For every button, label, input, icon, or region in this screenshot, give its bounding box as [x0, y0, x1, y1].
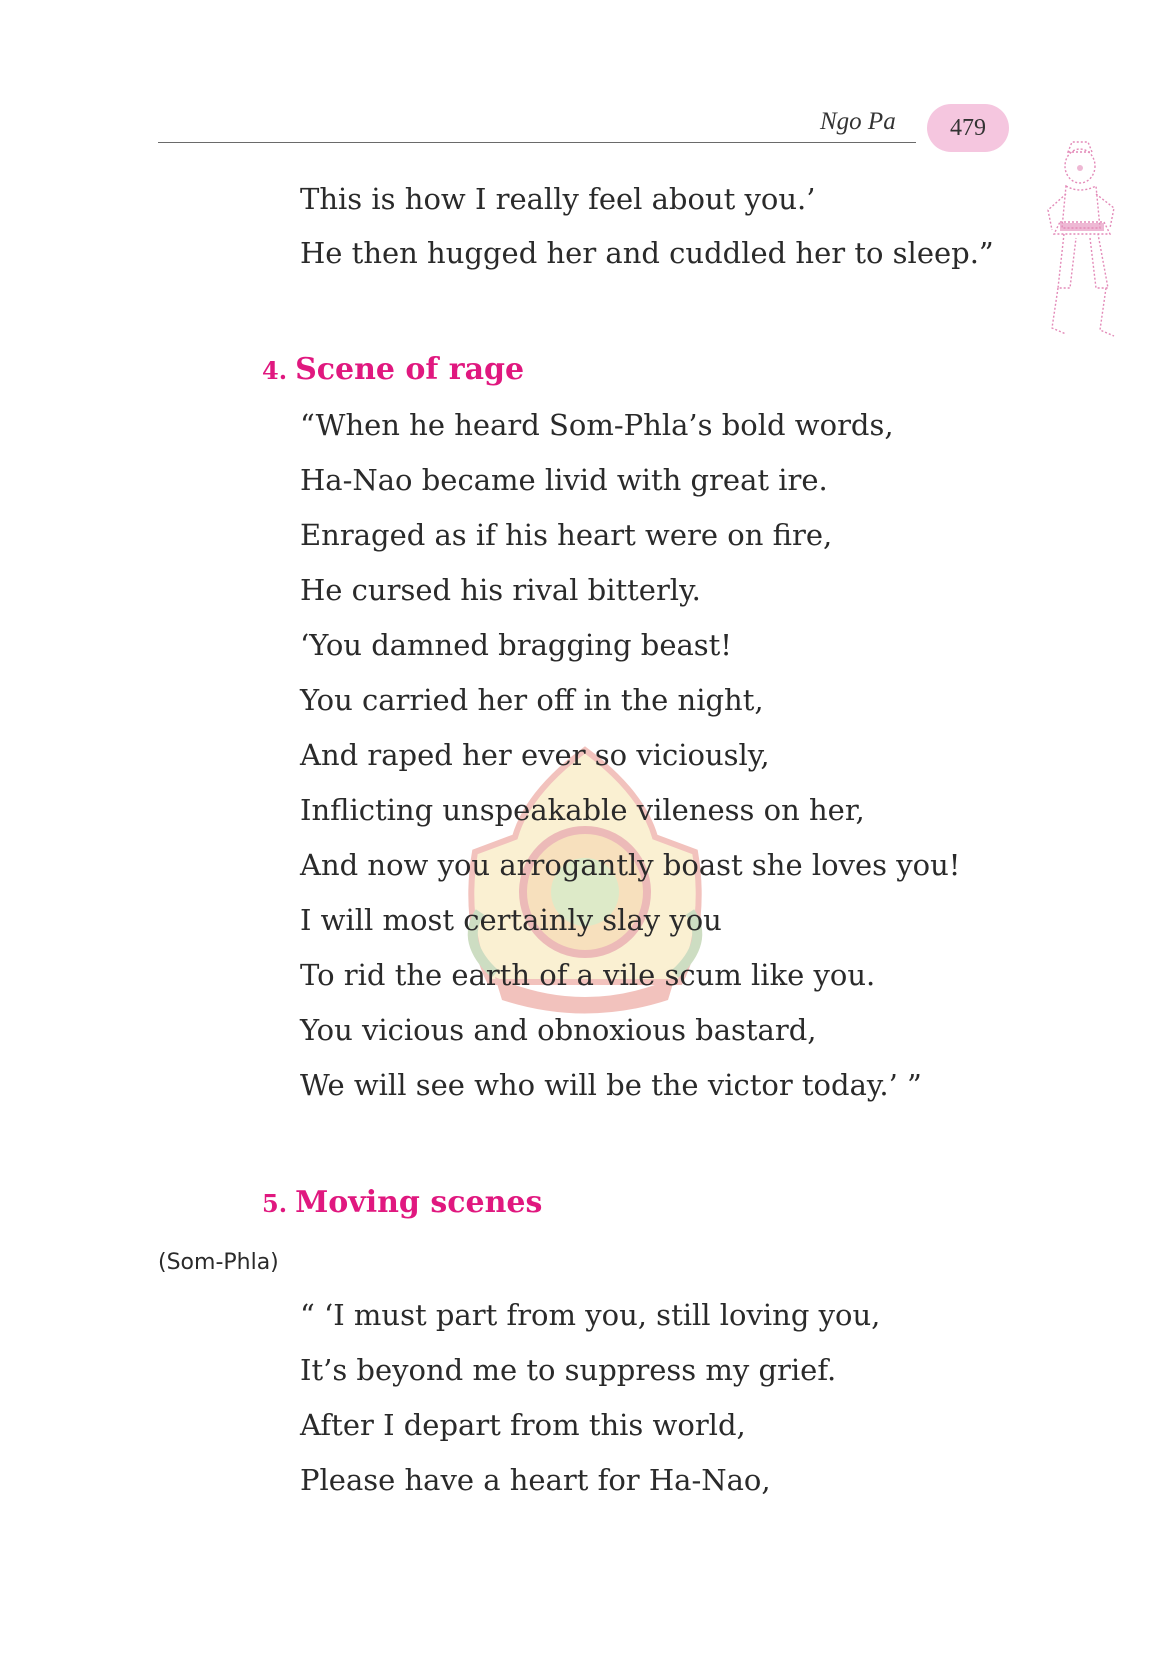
verse-line: Enraged as if his heart were on fire,: [300, 518, 833, 552]
speaker-label: (Som-Phla): [158, 1250, 279, 1275]
verse-line: I will most certainly slay you: [300, 903, 722, 937]
page-number: 479: [950, 114, 986, 141]
section-title: Scene of rage: [295, 352, 525, 387]
verse-line: “ ‘I must part from you, still loving you,: [300, 1298, 881, 1332]
verse-line: “When he heard Som-Phla’s bold words,: [300, 408, 894, 442]
verse-line: Please have a heart for Ha-Nao,: [300, 1463, 771, 1497]
verse-line: And raped her ever so viciously,: [300, 738, 770, 772]
section-title: Moving scenes: [295, 1185, 543, 1220]
verse-line: And now you arrogantly boast she loves you!: [300, 848, 961, 882]
verse-line: ‘You damned bragging beast!: [300, 628, 732, 662]
running-title: Ngo Pa: [820, 108, 896, 135]
header-rule: [158, 142, 916, 143]
verse-line: Ha-Nao became livid with great ire.: [300, 463, 828, 497]
verse-line: You carried her off in the night,: [300, 683, 764, 717]
verse-line: This is how I really feel about you.’: [300, 182, 816, 216]
section-number: 4.: [262, 356, 288, 385]
dancer-figure-icon: [1040, 138, 1130, 343]
verse-line: It’s beyond me to suppress my grief.: [300, 1353, 837, 1387]
verse-line: After I depart from this world,: [300, 1408, 746, 1442]
verse-line: You vicious and obnoxious bastard,: [300, 1013, 817, 1047]
verse-line: He then hugged her and cuddled her to sleep.”: [300, 236, 994, 270]
verse-line: We will see who will be the victor today.’ ”: [300, 1068, 922, 1102]
verse-line: He cursed his rival bitterly.: [300, 573, 701, 607]
page-number-badge: [927, 104, 1009, 152]
section-heading: [262, 1185, 542, 1220]
verse-line: To rid the earth of a vile scum like you.: [300, 958, 876, 992]
verse-line: Inflicting unspeakable vileness on her,: [300, 793, 865, 827]
section-number: 5.: [262, 1189, 288, 1218]
section-heading: [262, 352, 524, 387]
